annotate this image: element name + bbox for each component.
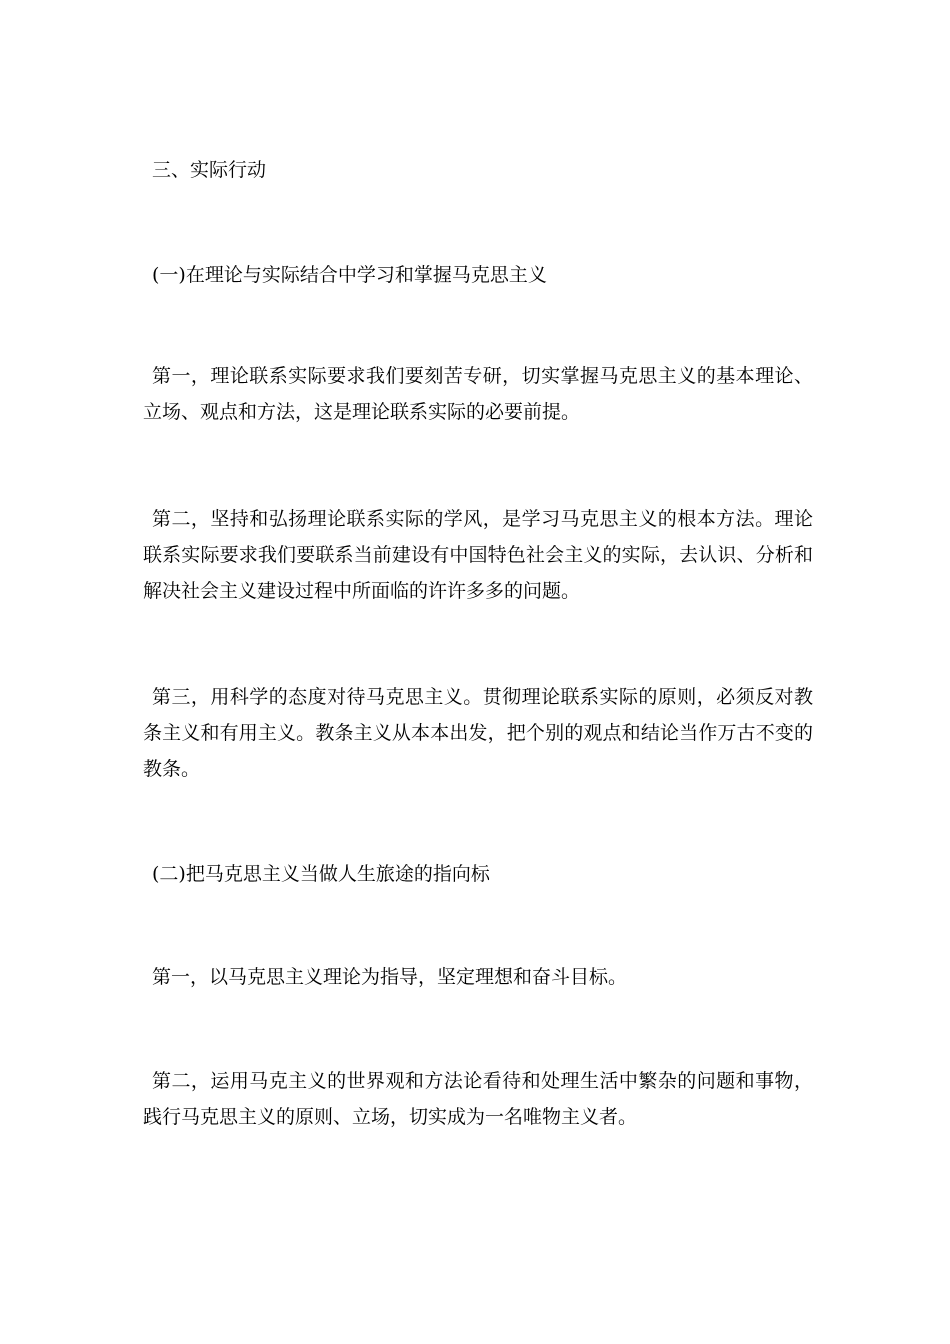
section-two-paragraph-2: 第二，运用马克主义的世界观和方法论看待和处理生活中繁杂的问题和事物，践行马克思主义的原则、立场，切实成为一名唯物主义者。 bbox=[143, 1070, 813, 1128]
main-heading: 三、实际行动 bbox=[152, 159, 267, 181]
section-one-paragraph-2: 第二，坚持和弘扬理论联系实际的学风，是学习马克思主义的根本方法。理论联系实际要求我们要联系当前建设有中国特色社会主义的实际，去认识、分析和解决社会主义建设过程中所面临的许许多多的问题。 bbox=[143, 508, 813, 602]
section-two-heading: (二)把马克思主义当做人生旅途的指向标 bbox=[152, 863, 490, 885]
section-one-paragraph-1: 第一，理论联系实际要求我们要刻苦专研，切实掌握马克思主义的基本理论、立场、观点和方法，这是理论联系实际的必要前提。 bbox=[143, 365, 813, 423]
section-two-paragraph-1: 第一，以马克思主义理论为指导，坚定理想和奋斗目标。 bbox=[152, 966, 628, 988]
section-one-heading: (一)在理论与实际结合中学习和掌握马克思主义 bbox=[152, 264, 547, 286]
section-one-paragraph-3: 第三，用科学的态度对待马克思主义。贯彻理论联系实际的原则，必须反对教条主义和有用主义。教条主义从本本出发，把个别的观点和结论当作万古不变的教条。 bbox=[143, 686, 813, 780]
